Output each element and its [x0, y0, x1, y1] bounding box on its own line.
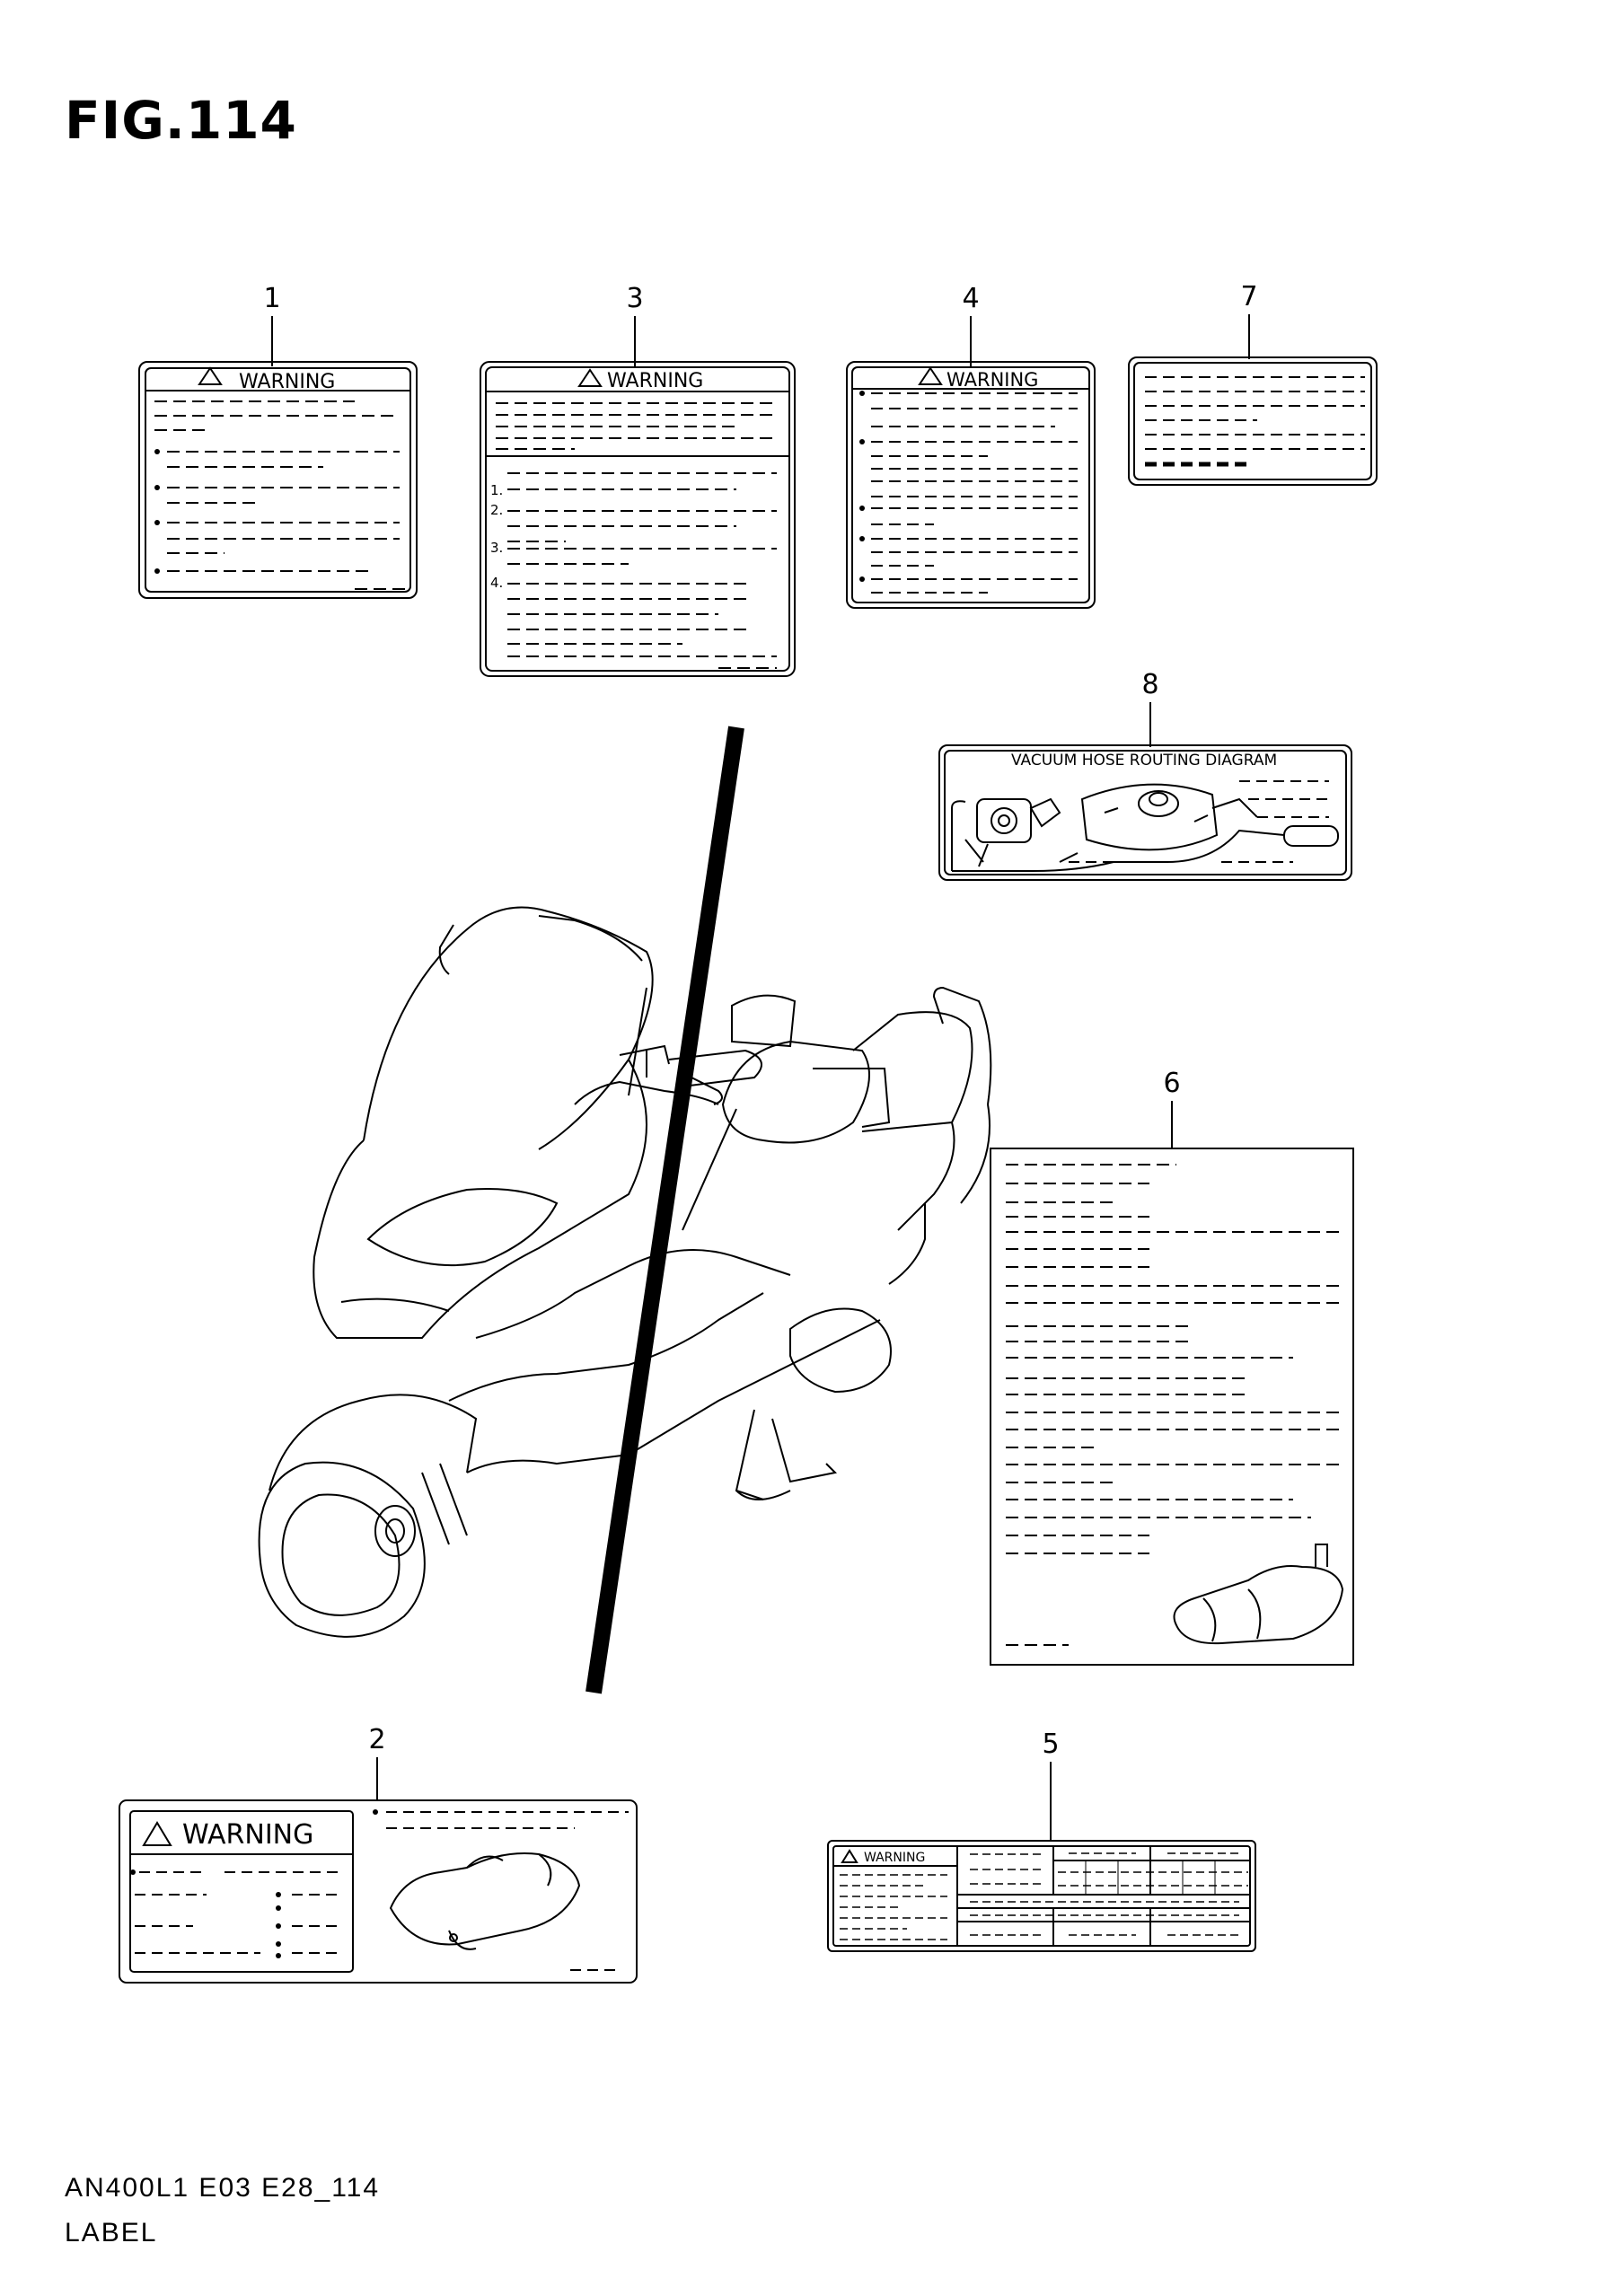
label-3 — [480, 362, 795, 676]
callout-3 — [626, 283, 643, 366]
callout-number-6: 6 — [1163, 1068, 1181, 1099]
callout-2 — [368, 1724, 385, 1800]
callout-6 — [1163, 1068, 1180, 1149]
section-divider-line — [594, 727, 736, 1693]
label-2 — [119, 1800, 637, 1983]
section-name: LABEL — [65, 2218, 158, 2248]
callout-8 — [1141, 669, 1158, 747]
model-code: AN400L1 E03 E28_114 — [65, 2173, 381, 2203]
label-3-warning-heading: WARNING — [607, 370, 704, 392]
label-6 — [990, 1148, 1353, 1665]
label-3-step-2: 2. — [490, 502, 504, 518]
label-3-step-1: 1. — [490, 482, 504, 498]
label-4-warning-heading: WARNING — [946, 369, 1039, 391]
label-1 — [139, 362, 417, 598]
label-8-vacuum-hose-diagram — [939, 745, 1351, 880]
label-5 — [828, 1841, 1255, 1951]
figure-title: FIG.114 — [65, 90, 297, 151]
label-4 — [847, 362, 1095, 608]
label-7 — [1129, 357, 1377, 485]
label-3-step-3: 3. — [490, 540, 504, 556]
callout-number-8: 8 — [1141, 669, 1159, 700]
callout-number-4: 4 — [962, 283, 980, 314]
callout-7 — [1240, 281, 1257, 359]
callout-number-3: 3 — [626, 283, 644, 314]
callout-5 — [1042, 1729, 1059, 1841]
callout-number-7: 7 — [1240, 281, 1258, 312]
callout-number-1: 1 — [263, 283, 281, 314]
callout-1 — [263, 283, 280, 366]
label-3-step-4: 4. — [490, 575, 504, 591]
callout-number-5: 5 — [1042, 1729, 1060, 1760]
label-1-warning-heading: WARNING — [239, 371, 336, 393]
callout-number-2: 2 — [368, 1724, 386, 1755]
label-5-warning-heading: WARNING — [864, 1851, 926, 1865]
vacuum-diagram-title: VACUUM HOSE ROUTING DIAGRAM — [1011, 752, 1278, 770]
callout-4 — [962, 283, 979, 366]
label-2-warning-heading: WARNING — [182, 1819, 314, 1851]
